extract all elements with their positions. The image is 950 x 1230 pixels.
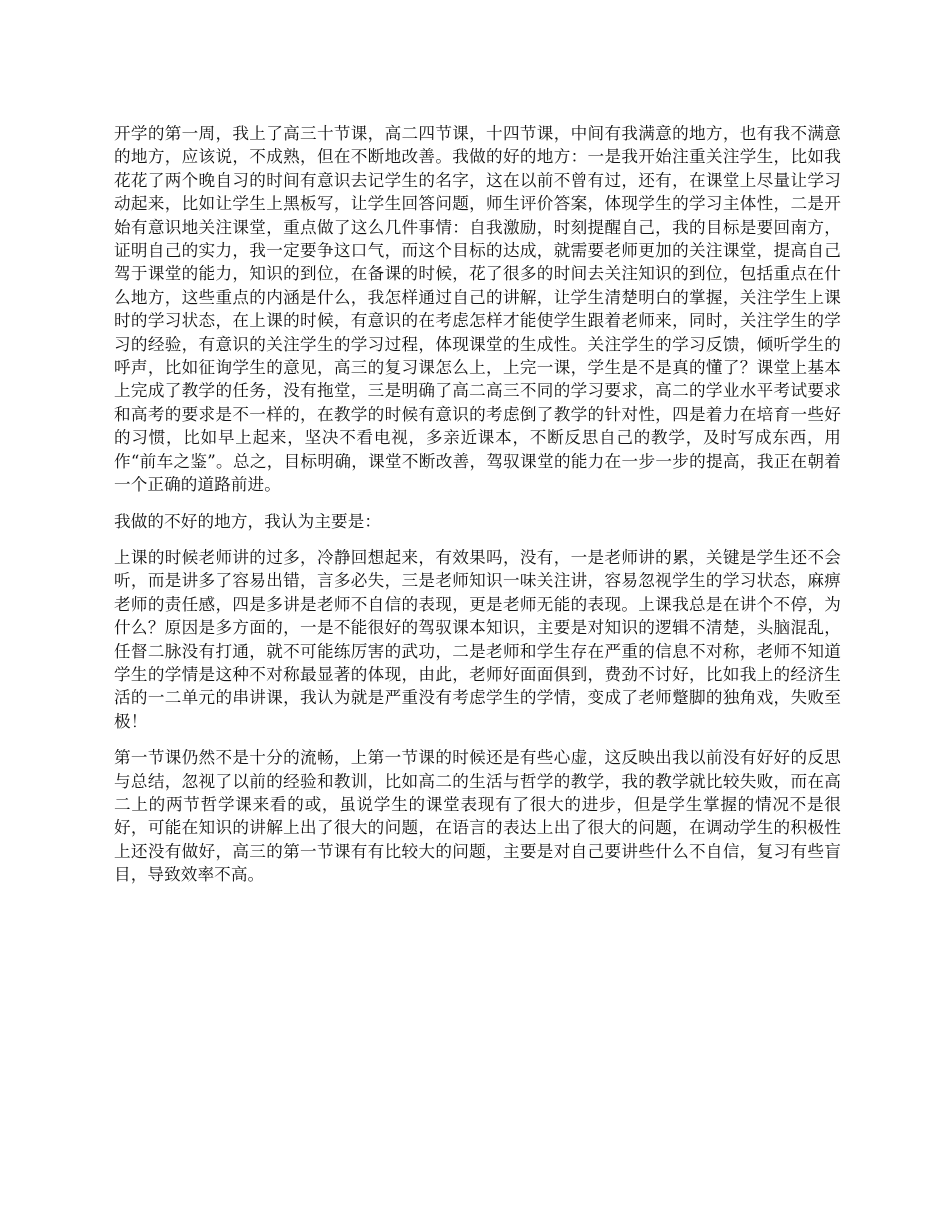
document-page [114,122,841,900]
paragraph-overtalking: 上课的时候老师讲的过多，冷静回想起来，有效果吗，没有，一是老师讲的累，关键是学生还不会听，而是讲多了容易出错，言多必失，三是老师知识一味关注讲，容易忽视学生的学习状态，麻痹老师的责任感，四是多讲是老师不自信的表现，更是老师无能的表现。上课我总是在讲个不停，为什么？原因是多方面的，一是不能很好的驾驭课本知识，主要是对知识的逻辑不清楚，头脑混乱，任督二脉没有打通，就不可能练厉害的武功，二是老师和学生存在严重的信息不对称，老师不知道学生的学情是这种不对称最显著的体现，由此，老师好面面俱到，费劲不讨好，比如我上的经济生活的一二单元的串讲课，我认为就是严重没有考虑学生的学情，变成了老师蹩脚的独角戏，失败至极！ [114,547,841,731]
paragraph-weaknesses-intro: 我做的不好的地方，我认为主要是： [114,511,382,531]
paragraph-first-lesson: 第一节课仍然不是十分的流畅，上第一节课的时候还是有些心虚，这反映出我以前没有好好的反思与总结，忽视了以前的经验和教训，比如高二的生活与哲学的教学，我的教学就比较失败，而在高二上的两节哲学课来看的或，虽说学生的课堂表现有了很大的进步，但是学生掌握的情况不是很好，可能在知识的讲解上出了很大的问题，在语言的表达上出了很大的问题，在调动学生的积极性上还没有做好，高三的第一节课有有比较大的问题，主要是对自己要讲些什么不自信，复习有些盲目，导致效率不高。 [114,748,841,885]
paragraph-strengths: 开学的第一周，我上了高三十节课，高二四节课，十四节课，中间有我满意的地方，也有我不满意的地方，应该说，不成熟，但在不断地改善。我做的好的地方：一是我开始注重关注学生，比如我花花了两个晚自习的时间有意识去记学生的名字，这在以前不曾有过，还有，在课堂上尽量让学习动起来，比如让学生上黑板写，让学生回答问题，师生评价答案，体现学生的学习主体性，二是开始有意识地关注课堂，重点做了这么几件事情：自我激励，时刻提醒自己，我的目标是要回南方，证明自己的实力，我一定要争这口气，而这个目标的达成，就需要老师更加的关注课堂，提高自己驾于课堂的能力，知识的到位，在备课的时候，花了很多的时间去关注知识的到位，包括重点在什么地方，这些重点的内涵是什么，我怎样通过自己的讲解，让学生清楚明白的掌握，关注学生上课时的学习状态，在上课的时候，有意识的在考虑怎样才能使学生跟着老师来，同时，关注学生的学习的经验，有意识的关注学生的学习过程，体现课堂的生成性。关注学生的学习反馈，倾听学生的呼声，比如征询学生的意见，高三的复习课怎么上，上完一课，学生是不是真的懂了？课堂上基本上完成了教学的任务，没有拖堂，三是明确了高二高三不同的学习要求，高二的学业水平考试要求和高考的要求是不一样的，在教学的时候有意识的考虑倒了教学的针对性，四是着力在培育一些好的习惯，比如早上起来，坚决不看电视，多亲近课本，不断反思自己的教学，及时写成东西，用作“前车之鉴”。总之，目标明确，课堂不断改善，驾驭课堂的能力在一步一步的提高，我正在朝着一个正确的道路前进。 [114,124,841,495]
